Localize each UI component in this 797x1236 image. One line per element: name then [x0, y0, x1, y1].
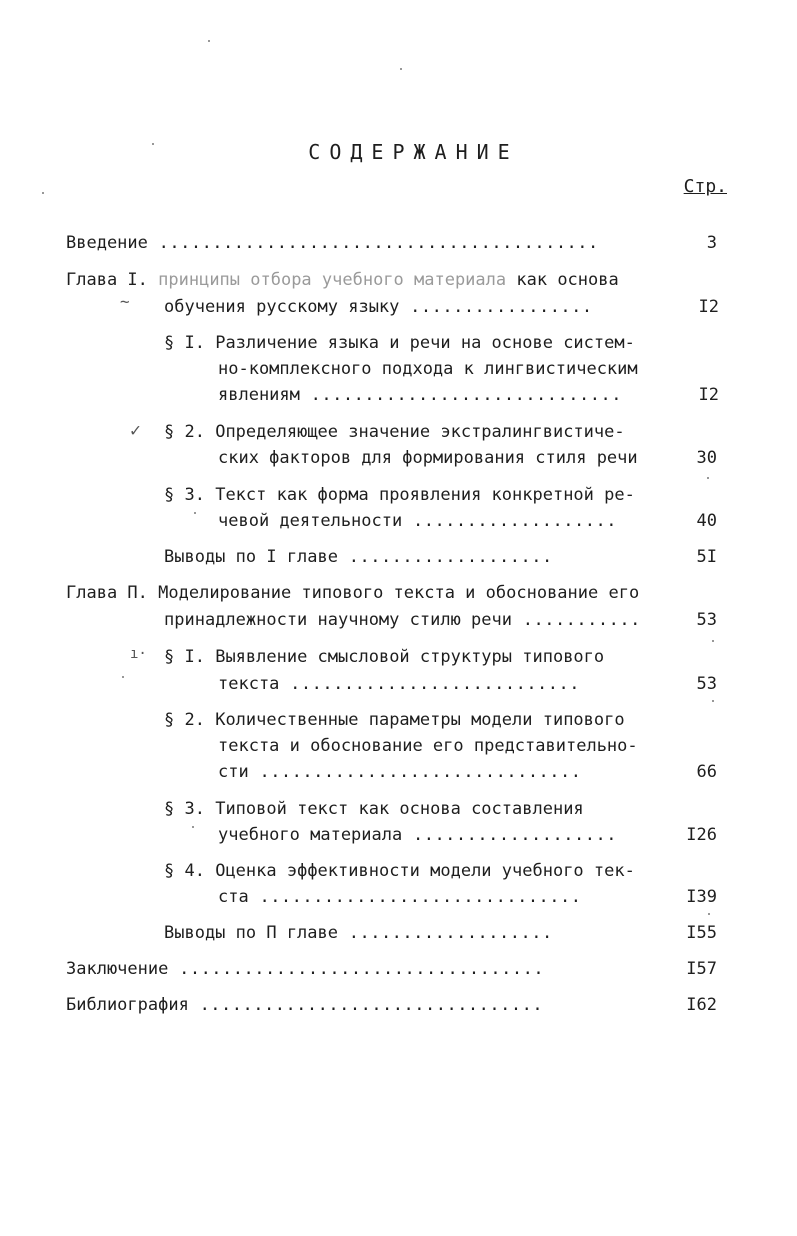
toc-entry-ch1-sec1: § I. Различение языка и речи на основе систем- [164, 333, 635, 353]
page-title: СОДЕРЖАНИЕ [308, 140, 519, 164]
toc-entry-ch2-sec3: § 3. Типовой текст как основа составления [164, 799, 584, 819]
toc-entry-ch2-sec2-line3: сти .............................. [218, 762, 582, 782]
toc-entry-ch1-sec3-line2: чевой деятельности ................... [218, 511, 617, 531]
page-number: I2 [698, 385, 719, 405]
toc-entry-bibliography: Библиография ................................ [66, 995, 544, 1015]
toc-entry-intro: Введение ......................................... [66, 233, 599, 253]
scan-speck [208, 40, 210, 42]
toc-entry-chapter-2-line2: принадлежности научному стилю речи ........... [164, 610, 641, 630]
page-number: I55 [686, 923, 717, 943]
scan-speck [712, 700, 714, 702]
toc-entry-ch2-sec4: § 4. Оценка эффективности модели учебного тек- [164, 861, 635, 881]
chapter-title-rest: как основа [506, 270, 619, 290]
toc-entry-ch2-conclusions: Выводы по П главе ................... [164, 923, 553, 943]
page-number: I26 [686, 825, 717, 845]
toc-entry-ch2-sec2: § 2. Количественные параметры модели типового [164, 710, 625, 730]
toc-entry-ch1-sec3: § 3. Текст как форма проявления конкретной ре- [164, 485, 635, 505]
handwritten-mark: ı· [130, 646, 147, 662]
scan-speck [707, 477, 709, 479]
page-number: I2 [698, 297, 719, 317]
scan-speck [192, 826, 194, 828]
checkmark-icon: ✓ [130, 420, 141, 441]
scan-speck [400, 68, 402, 70]
page-number: I57 [686, 959, 717, 979]
toc-entry-ch1-sec2-line2: ских факторов для формирования стиля речи [218, 448, 638, 468]
toc-entry-ch1-sec1-line3: явлениям ............................. [218, 385, 622, 405]
page-number: 66 [696, 762, 717, 782]
toc-entry-ch1-sec2: § 2. Определяющее значение экстралингвистиче- [164, 422, 625, 442]
scan-speck [712, 640, 714, 642]
page-number: 53 [696, 610, 717, 630]
entry-text: Введение [66, 233, 148, 253]
page-number: 53 [696, 674, 717, 694]
toc-entry-ch2-sec4-line2: ста .............................. [218, 887, 582, 907]
toc-entry-chapter-2: Глава П. Моделирование типового текста и обоснование его [66, 583, 640, 603]
scan-speck [42, 192, 44, 194]
toc-entry-ch2-sec3-line2: учебного материала ................... [218, 825, 617, 845]
chapter-label: Глава I. [66, 270, 148, 290]
page-number: I62 [686, 995, 717, 1015]
page-number: 3 [706, 233, 717, 253]
chapter-title-faint: принципы отбора учебного материала [158, 270, 507, 290]
toc-entry-ch1-sec1-line2: но-комплексного подхода к лингвистическим [218, 359, 638, 379]
page-number: 40 [696, 511, 717, 531]
toc-entry-chapter-1-line2: обучения русскому языку ................. [164, 297, 593, 317]
scan-speck [152, 143, 154, 145]
toc-entry-conclusion: Заключение .................................. [66, 959, 545, 979]
toc-entry-ch2-sec1-line2: текста ........................... [218, 674, 580, 694]
scan-speck [708, 913, 710, 915]
toc-entry-ch1-conclusions: Выводы по I главе ................... [164, 547, 553, 567]
page-number: 30 [696, 448, 717, 468]
scan-speck [194, 512, 196, 514]
toc-entry-ch2-sec2-line2: текста и обоснование его представительно- [218, 736, 638, 756]
scan-speck [122, 676, 124, 678]
toc-entry-chapter-1 [66, 269, 619, 291]
page-column-header: Стр. [683, 176, 727, 197]
toc-entry-ch2-sec1: § I. Выявление смысловой структуры типового [164, 647, 605, 667]
handwritten-mark: ~ [120, 292, 130, 311]
page-number: I39 [686, 887, 717, 907]
page-number: 5I [696, 547, 717, 567]
